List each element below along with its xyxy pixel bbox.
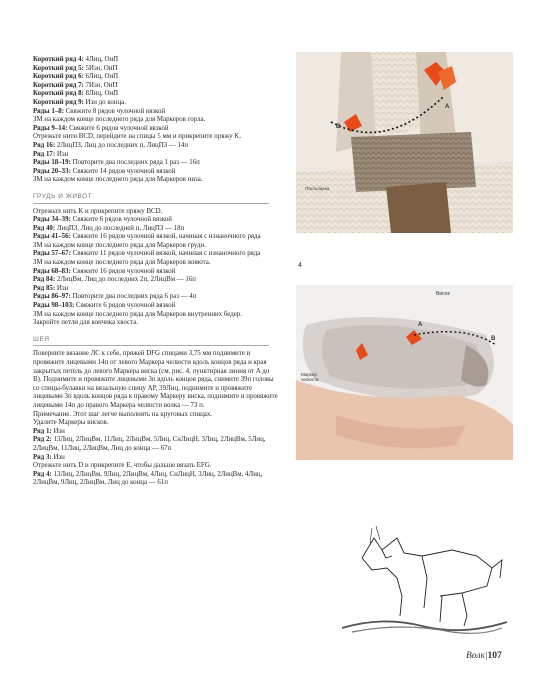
- row-label: Ряд 84:: [33, 276, 56, 284]
- row-instruction: ЗМ на каждом конце последнего ряда для Маркеров низа.: [33, 176, 203, 184]
- pattern-paragraph: [33, 428, 278, 437]
- figure-4-number: 4: [298, 262, 302, 269]
- pattern-row: [33, 176, 278, 185]
- row-label: Ряд 16:: [33, 141, 56, 149]
- row-instruction: Изн: [55, 284, 69, 292]
- row-instruction: Свяжите 6 рядов чулочной вязкой: [67, 124, 169, 132]
- pattern-row: [33, 293, 278, 302]
- row-label: Ряд 1:: [33, 427, 52, 435]
- pattern-paragraph: [33, 411, 278, 420]
- pattern-row: [33, 133, 278, 142]
- row-label: Ряд 85:: [33, 284, 56, 292]
- row-instruction: Примечание. Этот шаг легче выполнять на круговых спицах.: [33, 410, 213, 418]
- page-folio: Волк|107: [466, 651, 502, 661]
- figure-3-caption: Пасть/щека: [305, 186, 330, 191]
- figure-4-label-top: Висок: [436, 291, 450, 297]
- pattern-row: [33, 125, 278, 134]
- section-heading-chest: ГРУДЬ И ЖИВОТ: [33, 193, 269, 204]
- row-label: Ряд 2:: [33, 436, 52, 444]
- row-instruction: 13Лиц, 2ЛицВм, 11Лиц, 2ЛицВм, 5Лиц, СнЛицН, 3Лиц, 2ЛицВм, 5Лиц, 2ЛицВм, 11Лиц, 2ЛицВм, Лиц до конца — 67п: [33, 436, 266, 452]
- pattern-row: [33, 116, 278, 125]
- pattern-paragraph: [33, 436, 278, 453]
- head-rows: [33, 56, 278, 185]
- row-label: Ряд 3:: [33, 453, 52, 461]
- pattern-paragraph: [33, 462, 278, 471]
- row-label: Ряды 68–83:: [33, 267, 71, 275]
- row-label: Ряды 20–33:: [33, 167, 71, 175]
- figure-3-label-a: A: [445, 104, 450, 110]
- row-instruction: 2ЛицВм, Лиц до последних 2п, 2ЛицВм — 16п: [55, 276, 196, 284]
- pattern-row: [33, 276, 278, 285]
- pattern-row: [33, 302, 278, 311]
- pattern-row: [33, 259, 278, 268]
- row-instruction: Повторите два последних ряда 6 раз — 4п: [70, 293, 197, 301]
- row-instruction: Изн: [55, 150, 69, 158]
- row-instruction: Изн: [51, 453, 65, 461]
- folio-title: Волк: [466, 651, 485, 661]
- pattern-row: [33, 56, 278, 65]
- row-instruction: 13Лиц, 2ЛицВм, 9Лиц, 2ЛицВм, 4Лиц, СнЛицН, 3Лиц, 2ЛицВм, 4Лиц, 2ЛицВм, 9Лиц, 2ЛицВм, Лиц до конца — 61п: [33, 470, 263, 487]
- row-instruction: Поверните вязание ЛС к себе, пряжей DFG спицами 3,75 мм поднимите и провяжите лицевыми 14п от левого Маркера челюсти вдоль концов ряда и края закрытых петель до левого Маркера виска (см. рис. 4, пунктирная линия от A до B). Поднимите и провяжите лицевыми 3п вдоль концов ряда, снимите 39п головы со спицы-булавки на вязальную спицу AP, 39Лиц, поднимите и провяжите лицевыми 3п вдоль концов ряда к правому Маркеру виска, поднимите и провяжите лицевыми 14п до правого Маркера челюсти волка — 73 п.: [33, 350, 278, 409]
- row-label: Ряды 57–67:: [33, 250, 71, 258]
- row-instruction: 4Лиц, ОиП: [83, 56, 119, 63]
- pattern-row: [33, 208, 278, 217]
- row-instruction: Повторите два последних ряда 1 раз — 16п: [70, 159, 200, 167]
- row-label: Ряды 98–103:: [33, 302, 75, 310]
- row-label: Ряды 34–39:: [33, 216, 71, 224]
- pattern-row: [33, 65, 278, 74]
- pattern-row: [33, 90, 278, 99]
- row-instruction: Удалите Маркеры висков.: [33, 419, 109, 427]
- section-heading-neck: ШЕЯ: [33, 336, 269, 347]
- pattern-paragraph: [33, 454, 278, 463]
- row-label: Ряды 1–8:: [33, 107, 64, 115]
- row-instruction: Отрежьте нити BCD, перейдите на спицы 5 мм и прикрепите пряжу K.: [33, 133, 242, 141]
- row-instruction: Свяжите 14 рядов чулочной вязкой: [70, 167, 176, 175]
- pattern-row: [33, 151, 278, 160]
- pattern-row: [33, 216, 278, 225]
- figure-4-photo: [296, 285, 513, 460]
- row-instruction: ЗМ на каждом конце последнего ряда для Маркеров горла.: [33, 116, 206, 124]
- row-instruction: Закройте петли для кончика хвоста.: [33, 319, 139, 327]
- pattern-row: [33, 159, 278, 168]
- figure-4-label-a: A: [418, 322, 423, 328]
- pattern-row: [33, 73, 278, 82]
- pattern-row: [33, 250, 278, 259]
- row-instruction: Свяжите 8 рядов чулочной вязкой: [63, 107, 166, 115]
- pattern-row: [33, 225, 278, 234]
- row-instruction: Свяжите 6 рядов чулочной вязкой: [70, 216, 172, 224]
- row-label: Короткий ряд 9:: [33, 98, 84, 106]
- row-label: Ряд 40:: [33, 224, 56, 232]
- row-instruction: ЗМ на каждом конце последнего ряда для Маркеров груди.: [33, 241, 206, 249]
- row-instruction: 2ЛицПЗ, Лиц до последних п, ЛицПЗ — 14п: [55, 141, 189, 149]
- row-instruction: Отрежьте нить K и прикрепите пряжу BCD.: [33, 207, 163, 215]
- figure-4-label-side: Маркер челюсти: [301, 372, 319, 382]
- pattern-row: [33, 242, 278, 251]
- figure-4-label-b: B: [491, 336, 496, 342]
- pattern-paragraph: [33, 350, 278, 410]
- pattern-row: [33, 311, 278, 320]
- row-label: Ряд 17:: [33, 150, 56, 158]
- wolf-sketch-illustration: [342, 498, 507, 638]
- row-label: Ряд 4:: [33, 470, 52, 478]
- row-label: Ряды 41–56:: [33, 233, 71, 241]
- row-instruction: Свяжите 11 рядов чулочной вязкой, начиная с изнаночного ряда: [70, 250, 261, 258]
- row-instruction: 6Лиц, ОиП: [83, 73, 119, 81]
- pattern-row: [33, 319, 278, 328]
- pattern-paragraph: [33, 419, 278, 428]
- row-label: Короткий ряд 4:: [33, 56, 84, 63]
- folio-page-number: 107: [487, 651, 502, 661]
- pattern-row: [33, 108, 278, 117]
- row-label: Ряды 86–97:: [33, 293, 71, 301]
- row-label: Короткий ряд 6:: [33, 73, 84, 81]
- pattern-row: [33, 285, 278, 294]
- pattern-row: [33, 233, 278, 242]
- pattern-text-column: [33, 56, 278, 488]
- pattern-row: [33, 268, 278, 277]
- row-instruction: Изн до конца.: [83, 98, 126, 106]
- row-instruction: Свяжите 6 рядов чулочной вязкой: [74, 302, 176, 310]
- row-label: Ряды 9–14:: [33, 124, 68, 132]
- chest-rows: [33, 208, 278, 328]
- row-label: Короткий ряд 8:: [33, 90, 84, 98]
- row-instruction: Изн: [51, 427, 65, 435]
- figure-3-label-b: B: [336, 124, 341, 130]
- row-instruction: 8Лиц, ОиП: [83, 90, 119, 98]
- row-instruction: 5Изн, ОиП: [83, 64, 118, 72]
- row-instruction: Свяжите 16 рядов чулочной вязкой: [70, 267, 176, 275]
- row-label: Короткий ряд 5:: [33, 64, 84, 72]
- pattern-row: [33, 168, 278, 177]
- pattern-row: [33, 99, 278, 108]
- figure-3-photo: [296, 52, 513, 233]
- row-instruction: 7Изн, ОиП: [83, 81, 118, 89]
- row-instruction: ЗМ на каждом конце последнего ряда для Маркеров внутренних бедер.: [33, 310, 242, 318]
- row-label: Ряды 18–19:: [33, 159, 71, 167]
- pattern-paragraph: [33, 471, 278, 488]
- neck-rows: [33, 350, 278, 488]
- pattern-row: [33, 82, 278, 91]
- row-instruction: Отрежьте нить D и прикрепите E, чтобы дальше вязать EFG.: [33, 462, 212, 470]
- row-instruction: ЛицПЗ, Лиц до последней п, ЛицПЗ — 18п: [55, 224, 185, 232]
- row-instruction: ЗМ на каждом конце последнего ряда для Маркеров живота.: [33, 259, 211, 267]
- row-instruction: Свяжите 16 рядов чулочной вязкой, начиная с изнаночного ряда: [70, 233, 261, 241]
- row-label: Короткий ряд 7:: [33, 81, 84, 89]
- pattern-row: [33, 142, 278, 151]
